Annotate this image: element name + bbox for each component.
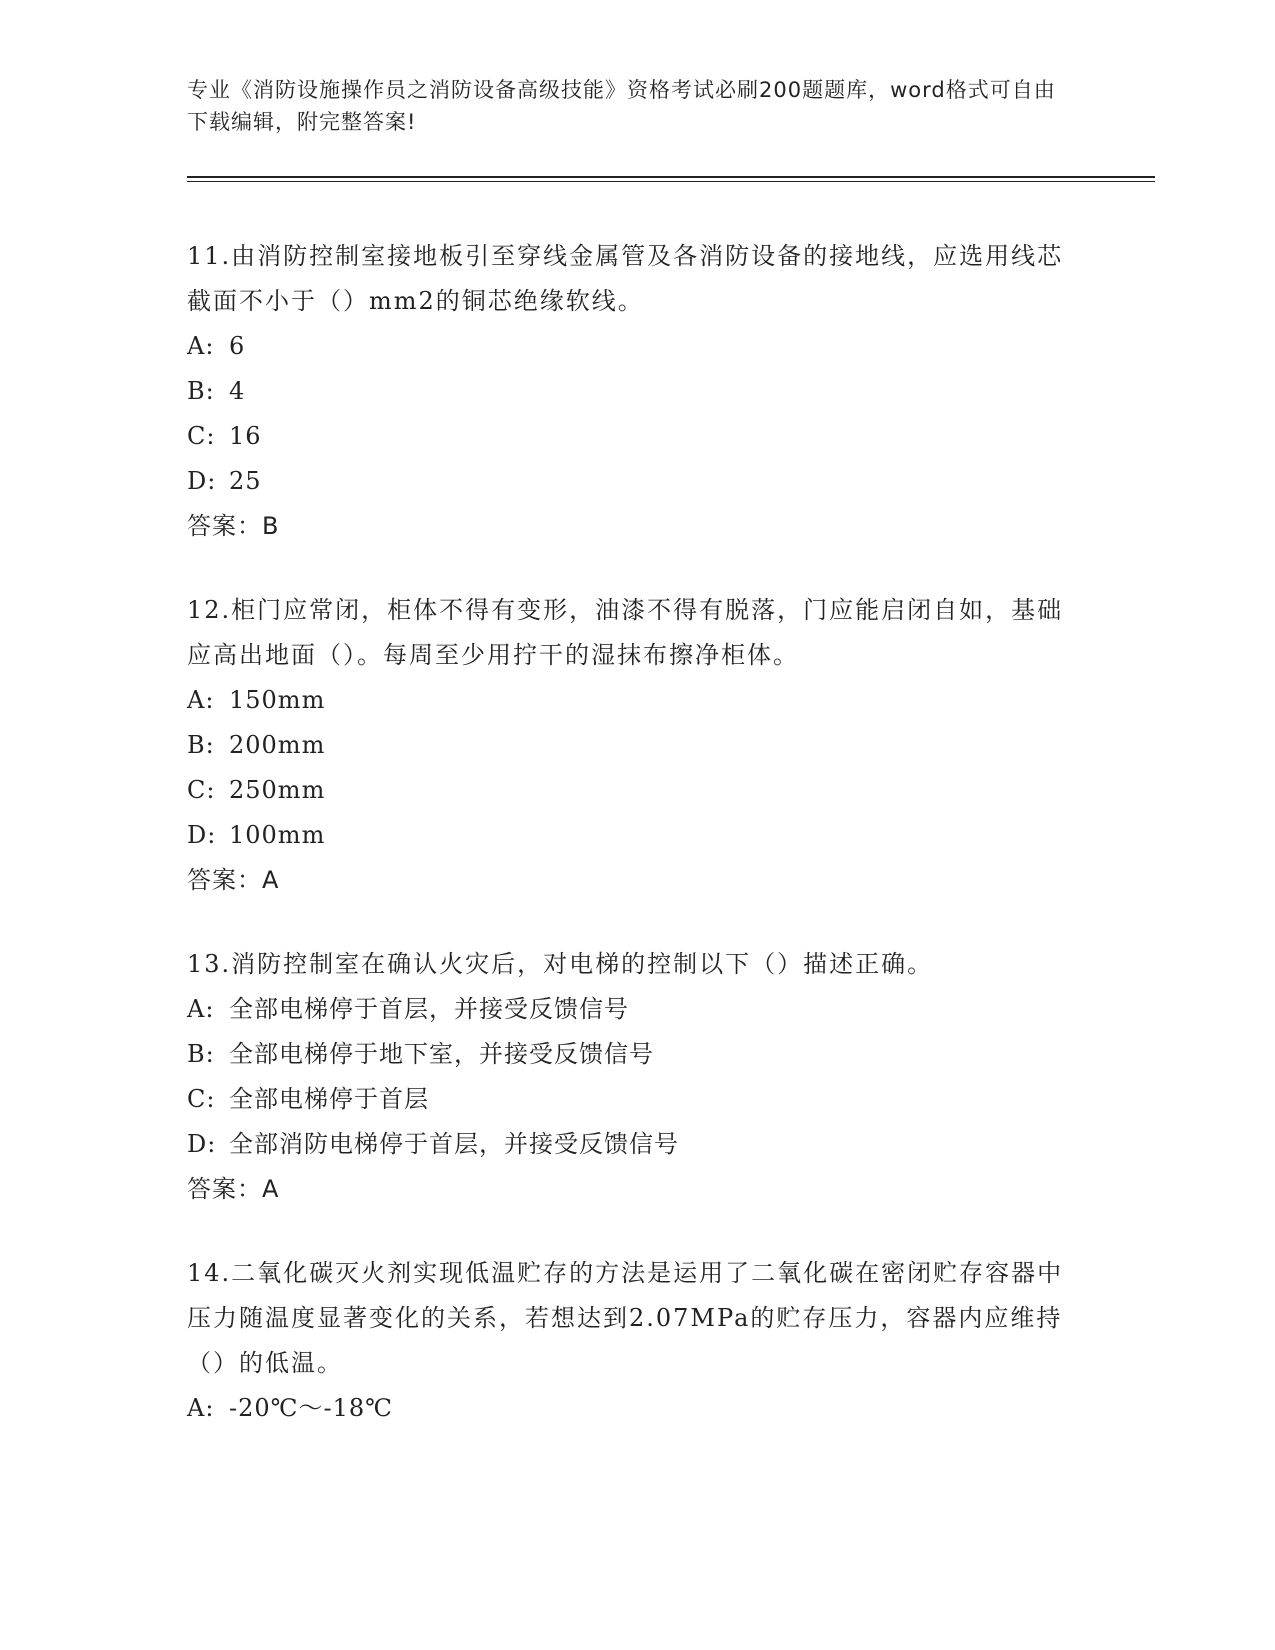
header-divider-thick [187,176,1155,178]
option-text: 100mm [229,821,326,849]
option-c [187,768,1087,813]
option-text: 250mm [229,776,326,804]
question-list [187,234,1087,1470]
answer-line: 答案：A [187,1175,280,1203]
option-d [187,1122,1087,1167]
question-stem: 12.柜门应常闭，柜体不得有变形，油漆不得有脱落，门应能启闭自如，基础应高出地面（）。每周至少用拧干的湿抹布擦净柜体。 [187,596,1064,669]
answer-line: 答案：B [187,512,280,540]
option-letter: A: [187,686,215,714]
option-text: 150mm [229,686,326,714]
option-letter: B: [187,1040,215,1068]
answer-line: 答案：A [187,866,280,894]
option-letter: A: [187,332,215,360]
document-header: 专业《消防设施操作员之消防设备高级技能》资格考试必刷200题题库，word格式可自由下载编辑，附完整答案! [187,78,1056,134]
option-text: 4 [229,377,246,405]
question-11 [187,234,1087,549]
question-13 [187,942,1087,1212]
option-b [187,369,1087,414]
option-text: 6 [229,332,246,360]
option-c [187,414,1087,459]
option-d [187,813,1087,858]
option-letter: C: [187,422,216,450]
option-letter: A: [187,995,215,1023]
question-stem: 13.消防控制室在确认火灾后，对电梯的控制以下（）描述正确。 [187,950,934,978]
option-letter: C: [187,776,216,804]
option-text: 全部电梯停于首层，并接受反馈信号 [229,995,629,1023]
option-a [187,1386,1087,1431]
option-a [187,678,1087,723]
option-letter: B: [187,731,215,759]
option-text: 25 [229,467,262,495]
option-letter: B: [187,377,215,405]
option-letter: C: [187,1085,216,1113]
option-text: 全部电梯停于地下室，并接受反馈信号 [229,1040,654,1068]
question-12 [187,588,1087,903]
option-letter: D: [187,467,217,495]
option-text: 16 [229,422,262,450]
option-letter: D: [187,1130,217,1158]
option-text: 全部消防电梯停于首层，并接受反馈信号 [229,1130,679,1158]
question-14 [187,1251,1087,1431]
header-divider-thin [187,181,1155,182]
option-b [187,723,1087,768]
option-c [187,1077,1087,1122]
option-d [187,459,1087,504]
question-stem: 11.由消防控制室接地板引至穿线金属管及各消防设备的接地线，应选用线芯截面不小于（）mm2的铜芯绝缘软线。 [187,242,1064,315]
option-a [187,324,1087,369]
option-letter: A: [187,1394,215,1422]
option-b [187,1032,1087,1077]
option-text: -20℃～-18℃ [229,1394,393,1422]
question-stem: 14.二氧化碳灭火剂实现低温贮存的方法是运用了二氧化碳在密闭贮存容器中压力随温度显著变化的关系，若想达到2.07MPa的贮存压力，容器内应维持（）的低温。 [187,1259,1064,1377]
option-letter: D: [187,821,217,849]
option-a [187,987,1087,1032]
option-text: 200mm [229,731,326,759]
option-text: 全部电梯停于首层 [229,1085,429,1113]
